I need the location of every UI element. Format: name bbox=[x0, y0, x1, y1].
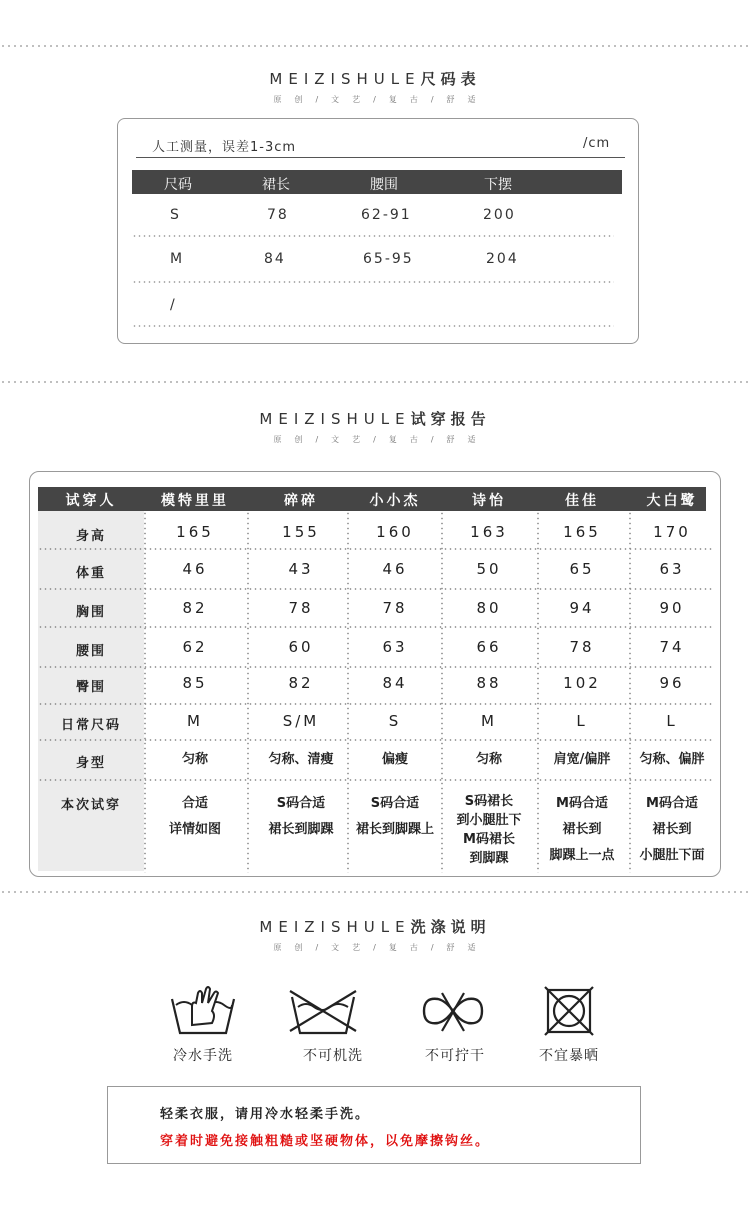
size-header-length: 裙长 bbox=[262, 177, 290, 193]
fit-row-divider bbox=[38, 588, 714, 590]
subtitle-char: / bbox=[315, 95, 320, 104]
fit-trial-cell bbox=[549, 791, 614, 869]
wash-label-no-sun: 不宜暴晒 bbox=[539, 1048, 599, 1064]
wash-note-line2: 穿着时避免接触粗糙或坚硬物体，以免摩擦钩丝。 bbox=[160, 1134, 491, 1149]
size-header-waist: 腰围 bbox=[370, 177, 398, 193]
fit-cell: 82 bbox=[182, 599, 208, 617]
fit-cell: 匀称、偏胖 bbox=[639, 752, 705, 767]
size-note-underline bbox=[136, 157, 625, 158]
size-section-subtitle bbox=[0, 94, 750, 105]
hand-wash-icon bbox=[168, 985, 238, 1037]
no-machine-wash-icon bbox=[288, 985, 358, 1037]
fit-cell: 78 bbox=[382, 599, 408, 617]
brand-name: MEIZISHULE bbox=[269, 70, 421, 88]
subtitle-char: 艺 bbox=[352, 95, 362, 104]
subtitle-char: 创 bbox=[294, 95, 304, 104]
fit-col-divider bbox=[441, 511, 443, 873]
fit-trial-line: 到脚踝 bbox=[469, 851, 509, 866]
subtitle-char: 复 bbox=[388, 95, 398, 104]
fit-trial-line: M码合适 bbox=[646, 796, 698, 811]
subtitle-char: 文 bbox=[331, 943, 341, 952]
size-unit: /cm bbox=[583, 136, 611, 151]
fit-trial-cell bbox=[639, 791, 704, 869]
fit-cell: 偏瘦 bbox=[381, 752, 409, 767]
fit-row-divider bbox=[38, 703, 714, 705]
brand-name: MEIZISHULE bbox=[259, 918, 411, 936]
fit-row-divider bbox=[38, 548, 714, 550]
fit-trial-line: 裙长到 bbox=[652, 822, 692, 837]
fit-cell: M bbox=[187, 712, 203, 730]
size-table-header bbox=[132, 170, 622, 194]
fit-row-divider bbox=[38, 739, 714, 741]
size-row-divider bbox=[132, 235, 614, 237]
fit-header-cell: 模特里里 bbox=[161, 493, 229, 509]
subtitle-char: / bbox=[430, 95, 435, 104]
fit-cell: 46 bbox=[182, 560, 208, 578]
fit-cell: 102 bbox=[563, 674, 601, 692]
fit-row-label: 腰围 bbox=[75, 644, 107, 659]
fit-cell: 80 bbox=[476, 599, 502, 617]
brand-name: MEIZISHULE bbox=[259, 410, 411, 428]
fit-header-cell: 诗怡 bbox=[472, 493, 506, 509]
fit-cell: 63 bbox=[659, 560, 685, 578]
size-header-hem: 下摆 bbox=[484, 177, 512, 193]
subtitle-char: 古 bbox=[409, 95, 419, 104]
fit-trial-line: S码合适 bbox=[370, 796, 420, 811]
fit-col-divider bbox=[537, 511, 539, 873]
subtitle-char: 原 bbox=[273, 95, 283, 104]
fit-cell: S/M bbox=[282, 712, 320, 730]
subtitle-char: 复 bbox=[388, 943, 398, 952]
no-wring-icon bbox=[418, 985, 488, 1037]
divider-bottom bbox=[0, 891, 750, 893]
subtitle-char: / bbox=[315, 943, 320, 952]
fit-title-text: 试穿报告 bbox=[410, 410, 491, 428]
subtitle-char: / bbox=[373, 95, 377, 104]
fit-cell: 78 bbox=[288, 599, 314, 617]
subtitle-char: / bbox=[315, 435, 320, 444]
fit-cell: 肩宽/偏胖 bbox=[553, 752, 611, 767]
subtitle-char: 舒 bbox=[446, 95, 456, 104]
fit-cell: 匀称 bbox=[475, 752, 503, 767]
size-measure-note: 人工测量，误差1-3cm bbox=[152, 140, 297, 155]
fit-section-subtitle bbox=[0, 434, 750, 445]
subtitle-char: / bbox=[430, 943, 435, 952]
fit-trial-line: 合适 bbox=[181, 796, 209, 811]
fit-cell: 84 bbox=[382, 674, 408, 692]
subtitle-char: 古 bbox=[409, 943, 419, 952]
fit-trial-line: 脚踝上一点 bbox=[549, 848, 615, 863]
size-cell: M bbox=[170, 251, 185, 267]
fit-section-title bbox=[0, 408, 750, 429]
size-title-text: 尺码表 bbox=[420, 70, 481, 88]
subtitle-char: 原 bbox=[273, 435, 283, 444]
fit-header-cell: 小小杰 bbox=[369, 493, 421, 509]
fit-header-cell: 佳佳 bbox=[565, 493, 599, 509]
fit-cell: 96 bbox=[659, 674, 685, 692]
subtitle-char: 文 bbox=[331, 95, 341, 104]
wash-note-line1: 轻柔衣服，请用冷水轻柔手洗。 bbox=[160, 1107, 371, 1122]
fit-cell: 匀称 bbox=[181, 752, 209, 767]
fit-cell: 82 bbox=[288, 674, 314, 692]
divider-middle bbox=[0, 381, 750, 383]
size-section-title bbox=[0, 68, 750, 89]
size-header-size: 尺码 bbox=[164, 177, 192, 193]
subtitle-char: 适 bbox=[467, 435, 477, 444]
fit-cell: 66 bbox=[476, 638, 502, 656]
size-cell: 84 bbox=[264, 251, 286, 267]
wash-section-title bbox=[0, 916, 750, 937]
size-cell: 65-95 bbox=[363, 251, 414, 267]
fit-row-label: 身型 bbox=[75, 756, 107, 771]
fit-header-cell: 碎碎 bbox=[284, 493, 318, 509]
fit-cell: S bbox=[388, 712, 402, 730]
fit-cell: L bbox=[666, 712, 678, 730]
size-cell: 200 bbox=[483, 207, 516, 223]
fit-trial-line: M码合适 bbox=[556, 796, 608, 811]
fit-col-divider bbox=[247, 511, 249, 873]
subtitle-char: / bbox=[430, 435, 435, 444]
fit-cell: 163 bbox=[470, 523, 508, 541]
fit-cell: 165 bbox=[563, 523, 601, 541]
wash-section-subtitle bbox=[0, 942, 750, 953]
fit-row-divider bbox=[38, 666, 714, 668]
fit-row-label: 日常尺码 bbox=[60, 718, 122, 733]
subtitle-char: 创 bbox=[294, 435, 304, 444]
fit-cell: L bbox=[576, 712, 588, 730]
fit-row-divider bbox=[38, 779, 714, 781]
wash-note-box bbox=[107, 1086, 641, 1164]
fit-row-divider bbox=[38, 626, 714, 628]
fit-cell: 匀称、清瘦 bbox=[268, 752, 334, 767]
fit-header-cell: 试穿人 bbox=[65, 493, 117, 509]
fit-row-label: 本次试穿 bbox=[60, 798, 122, 813]
fit-col-divider bbox=[144, 511, 146, 873]
subtitle-char: 舒 bbox=[446, 435, 456, 444]
size-cell: 62-91 bbox=[361, 207, 412, 223]
fit-cell: 94 bbox=[569, 599, 595, 617]
subtitle-char: / bbox=[373, 943, 377, 952]
wash-label-no-wring: 不可拧干 bbox=[425, 1048, 485, 1064]
size-row-divider bbox=[132, 281, 614, 283]
subtitle-char: 古 bbox=[409, 435, 419, 444]
fit-cell: 46 bbox=[382, 560, 408, 578]
subtitle-char: 舒 bbox=[446, 943, 456, 952]
fit-trial-cell bbox=[268, 791, 333, 843]
fit-row-label: 体重 bbox=[75, 566, 107, 581]
fit-cell: 62 bbox=[182, 638, 208, 656]
wash-label-no-machine: 不可机洗 bbox=[303, 1048, 363, 1064]
fit-cell: M bbox=[481, 712, 497, 730]
subtitle-char: 艺 bbox=[352, 943, 362, 952]
divider-top bbox=[0, 45, 750, 47]
fit-trial-line: 小腿肚下面 bbox=[639, 848, 705, 863]
subtitle-char: 适 bbox=[467, 943, 477, 952]
fit-trial-line: 裙长到脚踝上 bbox=[355, 822, 435, 837]
fit-trial-line: 到小腿肚下 bbox=[456, 813, 522, 828]
subtitle-char: 适 bbox=[467, 95, 477, 104]
fit-trial-line: S码裙长 bbox=[464, 794, 514, 809]
fit-header-cell: 大白鹭 bbox=[646, 493, 698, 509]
no-tumble-dry-icon bbox=[533, 985, 603, 1037]
fit-trial-cell bbox=[456, 792, 521, 868]
subtitle-char: 创 bbox=[294, 943, 304, 952]
fit-col-divider bbox=[629, 511, 631, 873]
subtitle-char: 原 bbox=[273, 943, 283, 952]
fit-cell: 160 bbox=[376, 523, 414, 541]
fit-cell: 65 bbox=[569, 560, 595, 578]
size-cell: 78 bbox=[267, 207, 289, 223]
subtitle-char: 文 bbox=[331, 435, 341, 444]
fit-cell: 74 bbox=[659, 638, 685, 656]
fit-cell: 63 bbox=[382, 638, 408, 656]
fit-cell: 88 bbox=[476, 674, 502, 692]
subtitle-char: / bbox=[373, 435, 377, 444]
fit-trial-line: 裙长到脚踝 bbox=[268, 822, 334, 837]
subtitle-char: 复 bbox=[388, 435, 398, 444]
fit-cell: 60 bbox=[288, 638, 314, 656]
size-cell: / bbox=[170, 297, 177, 313]
fit-cell: 50 bbox=[476, 560, 502, 578]
size-cell: S bbox=[170, 207, 181, 223]
fit-row-label: 胸围 bbox=[75, 605, 107, 620]
fit-trial-line: 详情如图 bbox=[168, 822, 222, 837]
fit-cell: 90 bbox=[659, 599, 685, 617]
size-cell: 204 bbox=[486, 251, 519, 267]
fit-table-header bbox=[38, 487, 706, 511]
fit-cell: 85 bbox=[182, 674, 208, 692]
fit-col-divider bbox=[347, 511, 349, 873]
fit-row-label: 身高 bbox=[75, 529, 107, 544]
wash-label-hand-wash: 冷水手洗 bbox=[173, 1048, 233, 1064]
wash-title-text: 洗涤说明 bbox=[410, 918, 491, 936]
fit-row-label: 臀围 bbox=[75, 680, 107, 695]
subtitle-char: 艺 bbox=[352, 435, 362, 444]
fit-trial-cell bbox=[169, 791, 221, 843]
size-row-divider bbox=[132, 325, 614, 327]
fit-trial-line: 裙长到 bbox=[562, 822, 602, 837]
fit-cell: 78 bbox=[569, 638, 595, 656]
fit-cell: 165 bbox=[176, 523, 214, 541]
fit-cell: 155 bbox=[282, 523, 320, 541]
fit-cell: 170 bbox=[653, 523, 691, 541]
fit-trial-cell bbox=[356, 791, 434, 843]
fit-trial-line: S码合适 bbox=[276, 796, 326, 811]
fit-trial-line: M码裙长 bbox=[463, 832, 515, 847]
fit-cell: 43 bbox=[288, 560, 314, 578]
